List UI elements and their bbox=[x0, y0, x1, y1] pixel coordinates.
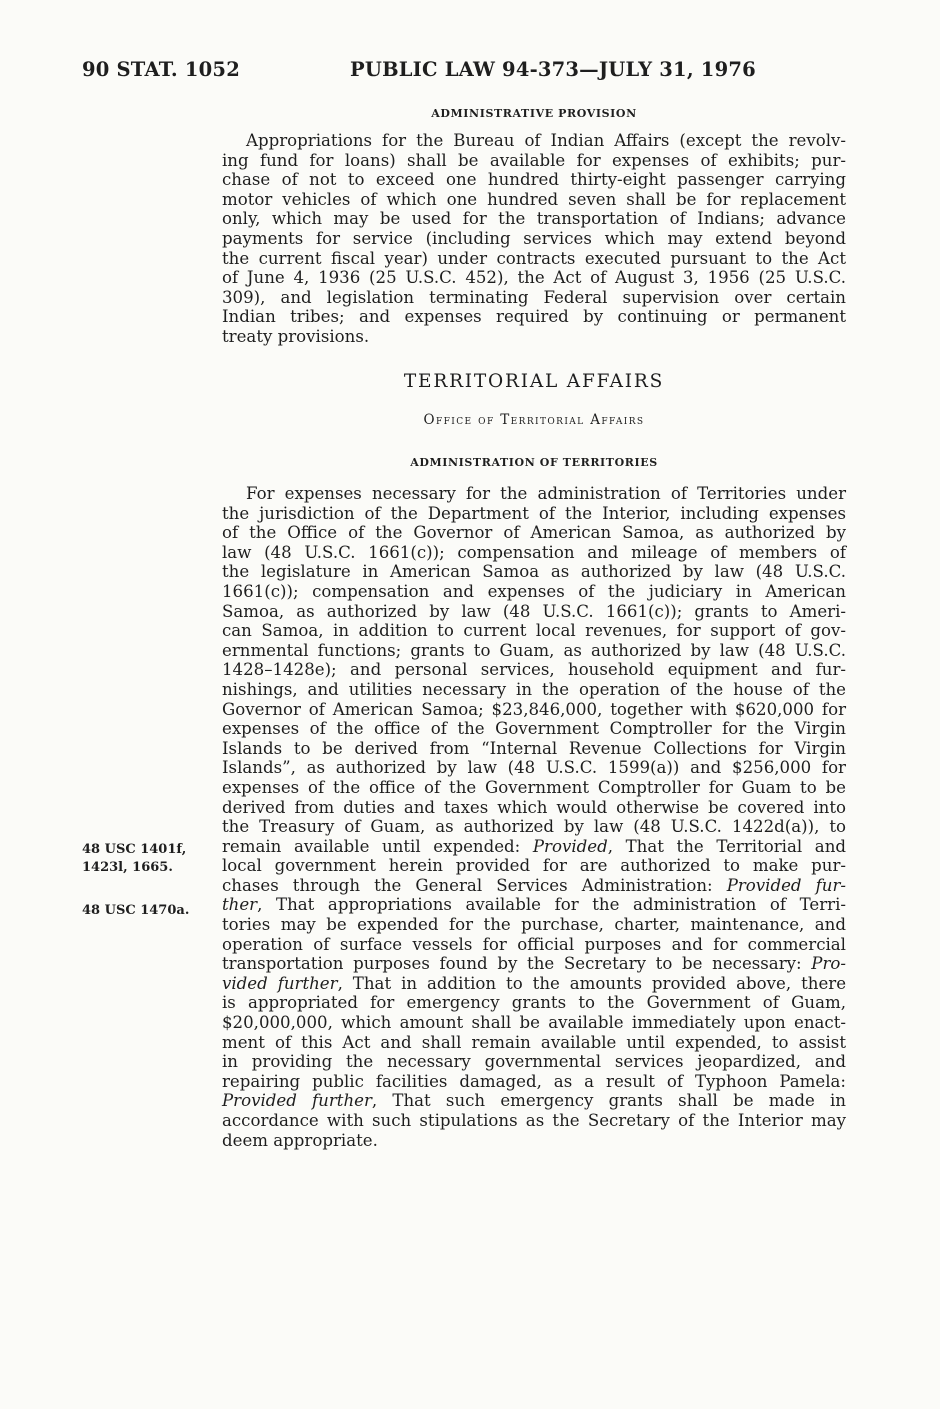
text-line: Indian tribes; and expenses required by continuing or permanent bbox=[222, 307, 846, 327]
text-line: vided further, That in addition to the amounts provided above, there bbox=[222, 973, 847, 993]
text-line: Provided further, That such emergency grants shall be made in bbox=[222, 1091, 846, 1111]
administration-of-territories-paragraph bbox=[222, 484, 846, 1150]
margin-citation-1 bbox=[82, 841, 186, 877]
text-line: treaty provisions. bbox=[222, 326, 370, 346]
text-line: 1428–1428e); and personal services, household equipment and fur- bbox=[222, 660, 846, 680]
office-of-territorial-affairs-heading: Office of Territorial Affairs bbox=[423, 412, 645, 428]
text-line: in providing the necessary governmental services jeopardized, and bbox=[222, 1052, 846, 1072]
text-line: nishings, and utilities necessary in the operation of the house of the bbox=[222, 679, 846, 699]
text-line: of June 4, 1936 (25 U.S.C. 452), the Act of August 3, 1956 (25 U.S.C. bbox=[222, 268, 846, 288]
text-line: Islands to be derived from “Internal Revenue Collections for Virgin bbox=[222, 738, 846, 758]
administration-of-territories-heading: ADMINISTRATION OF TERRITORIES bbox=[410, 456, 658, 469]
text-line: Governor of American Samoa; $23,846,000, together with $620,000 for bbox=[222, 699, 846, 719]
margin-citation-2: 48 USC 1470a. bbox=[82, 903, 190, 918]
text-line: 1661(c)); compensation and expenses of the judiciary in American bbox=[222, 581, 846, 601]
text-line: expenses of the office of the Government Comptroller for Guam to be bbox=[222, 777, 846, 797]
administrative-provision-heading: ADMINISTRATIVE PROVISION bbox=[431, 107, 637, 120]
text-line: accordance with such stipulations as the Secretary of the Interior may bbox=[222, 1111, 846, 1130]
text-line: deem appropriate. bbox=[222, 1130, 378, 1150]
text-line: tories may be expended for the purchase, charter, maintenance, and bbox=[222, 915, 846, 935]
text-line: motor vehicles of which one hundred seven shall be for replacement bbox=[222, 189, 846, 209]
text-line: payments for service (including services which may extend beyond bbox=[222, 228, 846, 248]
text-line: repairing public facilities damaged, as a result of Typhoon Pamela: bbox=[222, 1071, 846, 1091]
text-line: the Treasury of Guam, as authorized by law (48 U.S.C. 1422d(a)), to bbox=[222, 817, 846, 837]
text-line: $20,000,000, which amount shall be available immediately upon enact- bbox=[222, 1013, 846, 1033]
text-line: ment of this Act and shall remain available until expended, to assist bbox=[222, 1032, 846, 1052]
margin-citation-1-line-1: 48 USC 1401f, bbox=[82, 842, 187, 857]
text-line: expenses of the office of the Government Comptroller for the Virgin bbox=[222, 719, 846, 739]
text-line: operation of surface vessels for official purposes and for commercial bbox=[222, 934, 846, 954]
text-line: ernmental functions; grants to Guam, as authorized by law (48 U.S.C. bbox=[222, 640, 846, 660]
text-line: ing fund for loans) shall be available for expenses of exhibits; pur- bbox=[222, 150, 846, 170]
text-line: Samoa, as authorized by law (48 U.S.C. 1661(c)); grants to Ameri- bbox=[222, 601, 846, 621]
text-line: of the Office of the Governor of American Samoa, as authorized by bbox=[222, 523, 846, 543]
text-line: ther, That appropriations available for the administration of Terri- bbox=[222, 895, 846, 915]
text-line: only, which may be used for the transportation of Indians; advance bbox=[222, 209, 846, 229]
text-line: the jurisdiction of the Department of the Interior, including expenses bbox=[222, 503, 846, 523]
territorial-affairs-title: TERRITORIAL AFFAIRS bbox=[403, 371, 665, 392]
text-line: can Samoa, in addition to current local revenues, for support of gov- bbox=[222, 621, 846, 641]
text-line: local government herein provided for are authorized to make pur- bbox=[222, 856, 846, 876]
running-header: PUBLIC LAW 94-373—JULY 31, 1976 bbox=[350, 58, 756, 81]
text-line: Appropriations for the Bureau of Indian Affairs (except the revolv- bbox=[246, 131, 846, 150]
text-line: the current fiscal year) under contracts executed pursuant to the Act bbox=[222, 248, 846, 268]
page-number-stat: 90 STAT. 1052 bbox=[82, 58, 240, 81]
text-line: chase of not to exceed one hundred thirty-eight passenger carrying bbox=[222, 170, 846, 190]
margin-citation-1-line-2: 1423l, 1665. bbox=[82, 860, 173, 875]
text-line: derived from duties and taxes which would otherwise be covered into bbox=[222, 797, 846, 817]
text-line: For expenses necessary for the administration of Territories under bbox=[246, 484, 846, 503]
text-line: the legislature in American Samoa as authorized by law (48 U.S.C. bbox=[222, 562, 846, 582]
text-line: law (48 U.S.C. 1661(c)); compensation and mileage of members of bbox=[222, 542, 846, 562]
text-line: remain available until expended: Provided, That the Territorial and bbox=[222, 836, 847, 856]
text-line: transportation purposes found by the Secretary to be necessary: Pro- bbox=[222, 954, 846, 974]
text-line: 309), and legislation terminating Federal supervision over certain bbox=[222, 287, 846, 307]
text-line: chases through the General Services Administration: Provided fur- bbox=[222, 875, 846, 895]
text-line: Islands”, as authorized by law (48 U.S.C. 1599(a)) and $256,000 for bbox=[222, 758, 846, 778]
administrative-provision-paragraph bbox=[222, 131, 846, 347]
text-line: is appropriated for emergency grants to the Government of Guam, bbox=[222, 993, 846, 1013]
